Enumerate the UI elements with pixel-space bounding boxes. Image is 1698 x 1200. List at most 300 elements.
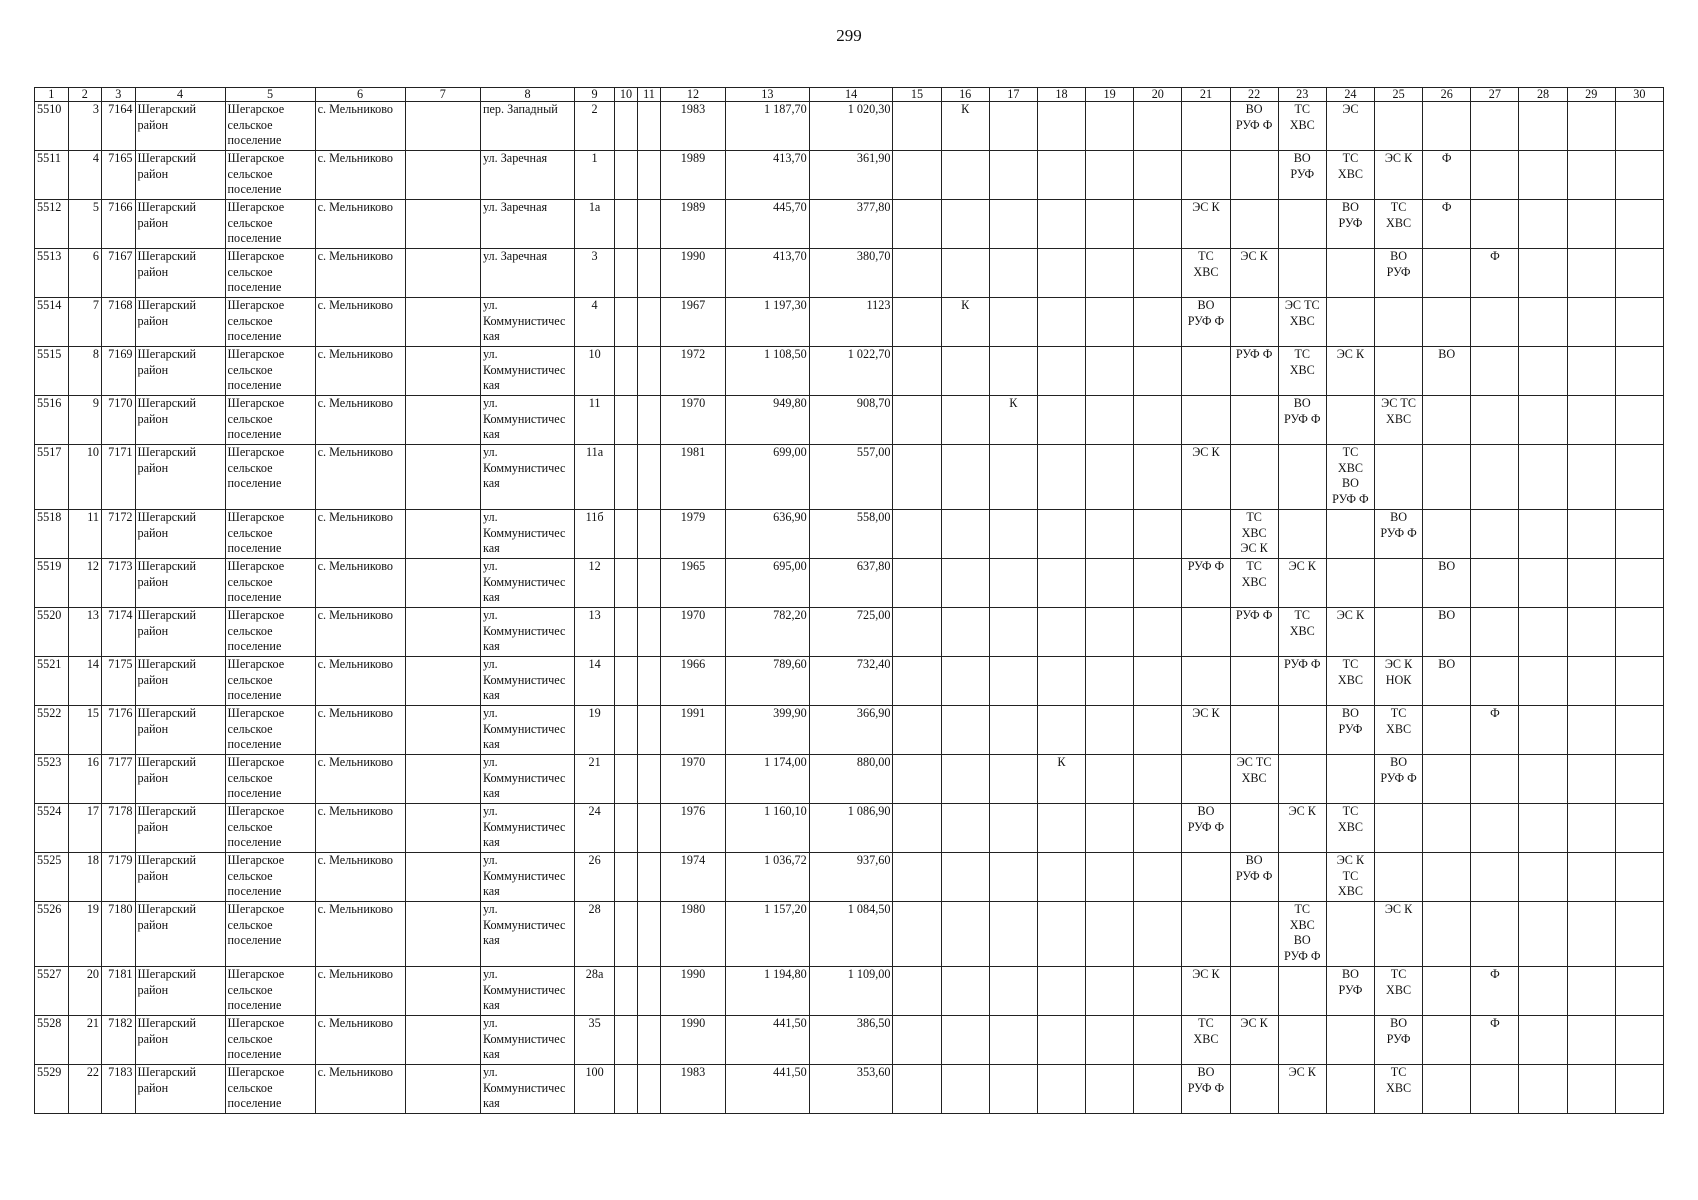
- table-cell: 4: [68, 151, 102, 200]
- table-cell: 1983: [661, 102, 726, 151]
- table-cell: [1519, 1016, 1567, 1065]
- table-cell: 5511: [35, 151, 69, 200]
- table-cell: [638, 657, 661, 706]
- table-cell: 7170: [102, 396, 136, 445]
- table-cell: Ф: [1471, 706, 1519, 755]
- table-cell: 1 109,00: [809, 967, 893, 1016]
- table-cell: 1 084,50: [809, 902, 893, 967]
- table-cell: [405, 967, 480, 1016]
- table-cell: Шегарский район: [135, 706, 225, 755]
- table-row: [35, 608, 1664, 657]
- table-cell: ул. Коммунистичес кая: [480, 853, 574, 902]
- table-cell: [1134, 298, 1182, 347]
- table-cell: ТС ХВС: [1326, 804, 1374, 853]
- table-cell: [1519, 298, 1567, 347]
- table-cell: [1471, 1065, 1519, 1114]
- table-cell: 949,80: [725, 396, 809, 445]
- table-cell: [1134, 102, 1182, 151]
- table-cell: Шегарское сельское поселение: [225, 396, 315, 445]
- table-cell: с. Мельниково: [315, 151, 405, 200]
- column-header: 7: [405, 88, 480, 102]
- column-header: 6: [315, 88, 405, 102]
- table-cell: Шегарское сельское поселение: [225, 967, 315, 1016]
- table-cell: [614, 967, 637, 1016]
- table-cell: [1134, 396, 1182, 445]
- column-header: 12: [661, 88, 726, 102]
- table-cell: [989, 755, 1037, 804]
- table-row: [35, 1065, 1664, 1114]
- table-cell: 1970: [661, 396, 726, 445]
- table-cell: ул. Коммунистичес кая: [480, 657, 574, 706]
- table-cell: [614, 298, 637, 347]
- table-cell: ЭС К: [1230, 1016, 1278, 1065]
- table-cell: ВО РУФ: [1326, 200, 1374, 249]
- table-cell: [1134, 608, 1182, 657]
- table-cell: [1615, 902, 1663, 967]
- table-cell: [614, 249, 637, 298]
- table-cell: ТС ХВС: [1375, 967, 1423, 1016]
- table-cell: [893, 102, 941, 151]
- table-cell: [638, 151, 661, 200]
- table-cell: [893, 396, 941, 445]
- table-cell: [1182, 510, 1230, 559]
- table-cell: [614, 804, 637, 853]
- table-cell: 5520: [35, 608, 69, 657]
- table-cell: 5527: [35, 967, 69, 1016]
- table-cell: [1086, 445, 1134, 510]
- table-cell: [1230, 657, 1278, 706]
- table-cell: [1423, 706, 1471, 755]
- table-cell: [1134, 347, 1182, 396]
- table-cell: Шегарское сельское поселение: [225, 347, 315, 396]
- table-cell: 19: [68, 902, 102, 967]
- table-row: [35, 445, 1664, 510]
- table-cell: 8: [68, 347, 102, 396]
- table-cell: [638, 1065, 661, 1114]
- table-cell: 557,00: [809, 445, 893, 510]
- table-cell: 24: [575, 804, 615, 853]
- table-cell: [1519, 445, 1567, 510]
- table-cell: 7164: [102, 102, 136, 151]
- table-cell: ул. Коммунистичес кая: [480, 608, 574, 657]
- table-cell: 782,20: [725, 608, 809, 657]
- table-cell: [989, 347, 1037, 396]
- table-cell: [1230, 200, 1278, 249]
- table-cell: 699,00: [725, 445, 809, 510]
- table-cell: [893, 510, 941, 559]
- column-header: 4: [135, 88, 225, 102]
- table-cell: 1970: [661, 608, 726, 657]
- table-cell: [989, 967, 1037, 1016]
- table-cell: 1990: [661, 1016, 726, 1065]
- table-cell: 21: [575, 755, 615, 804]
- table-cell: [1086, 755, 1134, 804]
- table-cell: [1615, 396, 1663, 445]
- table-cell: [1471, 559, 1519, 608]
- table-row: [35, 1016, 1664, 1065]
- table-cell: 12: [68, 559, 102, 608]
- table-cell: [1326, 559, 1374, 608]
- table-cell: [1567, 396, 1615, 445]
- table-cell: [1037, 298, 1085, 347]
- table-cell: РУФ Ф: [1230, 608, 1278, 657]
- table-cell: ЭС К: [1182, 445, 1230, 510]
- table-cell: [638, 853, 661, 902]
- table-cell: [638, 298, 661, 347]
- table-cell: [1519, 200, 1567, 249]
- table-cell: [614, 445, 637, 510]
- table-cell: [1615, 151, 1663, 200]
- table-cell: 1967: [661, 298, 726, 347]
- table-cell: [1519, 559, 1567, 608]
- table-cell: [1615, 102, 1663, 151]
- table-cell: [614, 755, 637, 804]
- table-cell: [1326, 249, 1374, 298]
- table-cell: 13: [575, 608, 615, 657]
- table-cell: ВО РУФ: [1375, 1016, 1423, 1065]
- table-cell: ЭС К: [1326, 608, 1374, 657]
- table-cell: ул. Коммунистичес кая: [480, 347, 574, 396]
- table-cell: Шегарский район: [135, 657, 225, 706]
- table-cell: Шегарское сельское поселение: [225, 1016, 315, 1065]
- table-cell: [941, 706, 989, 755]
- table-cell: Ф: [1471, 1016, 1519, 1065]
- table-cell: с. Мельниково: [315, 347, 405, 396]
- column-header: 18: [1037, 88, 1085, 102]
- table-cell: [1230, 706, 1278, 755]
- table-cell: [1182, 853, 1230, 902]
- table-cell: К: [941, 298, 989, 347]
- table-cell: ЭС К: [1326, 347, 1374, 396]
- table-cell: ВО РУФ Ф: [1375, 755, 1423, 804]
- table-cell: с. Мельниково: [315, 298, 405, 347]
- table-cell: [1134, 755, 1182, 804]
- table-cell: ул. Коммунистичес кая: [480, 510, 574, 559]
- table-cell: 1123: [809, 298, 893, 347]
- table-cell: с. Мельниково: [315, 1016, 405, 1065]
- table-cell: [1423, 967, 1471, 1016]
- table-cell: [614, 151, 637, 200]
- table-cell: ТС ХВС: [1230, 559, 1278, 608]
- table-cell: 5513: [35, 249, 69, 298]
- table-cell: Шегарское сельское поселение: [225, 151, 315, 200]
- table-cell: К: [941, 102, 989, 151]
- table-cell: [989, 657, 1037, 706]
- table-cell: ТС ХВС ЭС К: [1230, 510, 1278, 559]
- table-cell: [1230, 445, 1278, 510]
- column-header: 23: [1278, 88, 1326, 102]
- column-header: 30: [1615, 88, 1663, 102]
- table-cell: [1086, 967, 1134, 1016]
- table-cell: [405, 706, 480, 755]
- table-cell: ул. Коммунистичес кая: [480, 967, 574, 1016]
- table-cell: [1423, 249, 1471, 298]
- table-cell: [1086, 902, 1134, 967]
- table-cell: Ф: [1423, 200, 1471, 249]
- table-cell: 1980: [661, 902, 726, 967]
- table-cell: [1134, 510, 1182, 559]
- table-cell: [1086, 396, 1134, 445]
- table-cell: с. Мельниково: [315, 1065, 405, 1114]
- table-cell: 7183: [102, 1065, 136, 1114]
- table-cell: [1182, 755, 1230, 804]
- table-cell: [893, 902, 941, 967]
- table-cell: 3: [575, 249, 615, 298]
- table-cell: [405, 445, 480, 510]
- table-cell: [1519, 706, 1567, 755]
- table-cell: [1375, 445, 1423, 510]
- table-cell: ВО РУФ Ф: [1182, 804, 1230, 853]
- table-cell: [405, 510, 480, 559]
- table-cell: 28а: [575, 967, 615, 1016]
- table-cell: 908,70: [809, 396, 893, 445]
- table-cell: [1037, 657, 1085, 706]
- table-cell: [1471, 755, 1519, 804]
- table-cell: [941, 967, 989, 1016]
- table-cell: Шегарский район: [135, 445, 225, 510]
- table-cell: Шегарский район: [135, 510, 225, 559]
- table-cell: 5518: [35, 510, 69, 559]
- table-cell: 7168: [102, 298, 136, 347]
- table-cell: [893, 249, 941, 298]
- table-row: [35, 396, 1664, 445]
- table-row: [35, 249, 1664, 298]
- table-cell: с. Мельниково: [315, 608, 405, 657]
- table-cell: 1983: [661, 1065, 726, 1114]
- table-cell: пер. Западный: [480, 102, 574, 151]
- table-cell: ТС ХВС: [1375, 706, 1423, 755]
- table-cell: РУФ Ф: [1182, 559, 1230, 608]
- table-cell: 5523: [35, 755, 69, 804]
- table-cell: Шегарский район: [135, 1065, 225, 1114]
- table-cell: ТС ХВС: [1375, 1065, 1423, 1114]
- table-cell: [989, 608, 1037, 657]
- table-cell: [1278, 1016, 1326, 1065]
- table-cell: [1134, 804, 1182, 853]
- table-cell: [405, 396, 480, 445]
- table-cell: [989, 1065, 1037, 1114]
- table-cell: ЭС К: [1182, 967, 1230, 1016]
- table-cell: [1615, 200, 1663, 249]
- table-cell: ТС ХВС: [1182, 1016, 1230, 1065]
- table-cell: 1 194,80: [725, 967, 809, 1016]
- table-cell: 7174: [102, 608, 136, 657]
- table-cell: 19: [575, 706, 615, 755]
- column-header: 29: [1567, 88, 1615, 102]
- table-cell: [1326, 1016, 1374, 1065]
- table-cell: [1423, 102, 1471, 151]
- table-cell: [1423, 1065, 1471, 1114]
- table-cell: [1230, 804, 1278, 853]
- table-cell: [893, 1016, 941, 1065]
- table-cell: [1086, 1016, 1134, 1065]
- table-cell: [1278, 706, 1326, 755]
- table-cell: [1519, 608, 1567, 657]
- column-header: 26: [1423, 88, 1471, 102]
- table-cell: [1182, 396, 1230, 445]
- table-cell: [1278, 510, 1326, 559]
- table-cell: [1519, 967, 1567, 1016]
- table-cell: ул. Коммунистичес кая: [480, 445, 574, 510]
- table-cell: [614, 200, 637, 249]
- table-cell: 5526: [35, 902, 69, 967]
- table-cell: [1615, 249, 1663, 298]
- table-cell: [1615, 445, 1663, 510]
- table-cell: Шегарский район: [135, 347, 225, 396]
- table-cell: [989, 102, 1037, 151]
- table-cell: 5524: [35, 804, 69, 853]
- table-cell: ул. Заречная: [480, 200, 574, 249]
- table-cell: 7182: [102, 1016, 136, 1065]
- table-cell: [1567, 102, 1615, 151]
- column-header: 25: [1375, 88, 1423, 102]
- table-cell: ул. Коммунистичес кая: [480, 1016, 574, 1065]
- table-cell: 7177: [102, 755, 136, 804]
- table-cell: [1037, 967, 1085, 1016]
- table-cell: [1086, 1065, 1134, 1114]
- table-cell: Шегарский район: [135, 608, 225, 657]
- table-cell: 725,00: [809, 608, 893, 657]
- table-cell: [405, 559, 480, 608]
- table-cell: [1086, 102, 1134, 151]
- table-cell: 1974: [661, 853, 726, 902]
- table-cell: [1567, 853, 1615, 902]
- table-cell: [405, 902, 480, 967]
- table-cell: [1519, 804, 1567, 853]
- table-cell: ВО РУФ Ф: [1182, 1065, 1230, 1114]
- table-cell: [1519, 902, 1567, 967]
- table-cell: [1567, 249, 1615, 298]
- table-cell: [1375, 608, 1423, 657]
- table-cell: [941, 1065, 989, 1114]
- table-cell: [1471, 608, 1519, 657]
- table-cell: 7165: [102, 151, 136, 200]
- table-cell: Шегарский район: [135, 249, 225, 298]
- table-cell: [1134, 1016, 1182, 1065]
- table-cell: 5528: [35, 1016, 69, 1065]
- table-cell: Шегарское сельское поселение: [225, 804, 315, 853]
- table-cell: [1278, 967, 1326, 1016]
- table-cell: [1375, 853, 1423, 902]
- table-row: [35, 706, 1664, 755]
- table-cell: [1567, 1016, 1615, 1065]
- table-cell: [1037, 853, 1085, 902]
- table-cell: ЭС К: [1375, 902, 1423, 967]
- table-cell: 732,40: [809, 657, 893, 706]
- table-cell: [1182, 608, 1230, 657]
- table-cell: 11: [575, 396, 615, 445]
- table-cell: [1230, 151, 1278, 200]
- table-cell: [989, 445, 1037, 510]
- table-cell: 22: [68, 1065, 102, 1114]
- table-cell: с. Мельниково: [315, 200, 405, 249]
- table-cell: с. Мельниково: [315, 706, 405, 755]
- table-cell: [638, 510, 661, 559]
- table-cell: РУФ Ф: [1278, 657, 1326, 706]
- table-cell: 7173: [102, 559, 136, 608]
- table-cell: К: [989, 396, 1037, 445]
- table-cell: 1966: [661, 657, 726, 706]
- table-cell: 10: [575, 347, 615, 396]
- table-cell: [638, 102, 661, 151]
- table-cell: [614, 559, 637, 608]
- table-cell: 5529: [35, 1065, 69, 1114]
- table-cell: 366,90: [809, 706, 893, 755]
- table-cell: 1 086,90: [809, 804, 893, 853]
- table-row: [35, 298, 1664, 347]
- table-cell: [989, 151, 1037, 200]
- table-cell: 17: [68, 804, 102, 853]
- column-header: 17: [989, 88, 1037, 102]
- table-cell: [1134, 853, 1182, 902]
- table-cell: [893, 804, 941, 853]
- table-cell: Шегарский район: [135, 102, 225, 151]
- table-cell: [1326, 298, 1374, 347]
- table-cell: [1375, 559, 1423, 608]
- table-cell: 937,60: [809, 853, 893, 902]
- table-cell: [1423, 853, 1471, 902]
- table-cell: [405, 102, 480, 151]
- table-cell: 695,00: [725, 559, 809, 608]
- table-cell: [1567, 510, 1615, 559]
- table-cell: 558,00: [809, 510, 893, 559]
- table-cell: [614, 657, 637, 706]
- table-cell: 11: [68, 510, 102, 559]
- table-cell: 12: [575, 559, 615, 608]
- table-cell: [989, 559, 1037, 608]
- table-cell: с. Мельниково: [315, 755, 405, 804]
- page-number: 299: [836, 26, 862, 45]
- table-cell: [1086, 200, 1134, 249]
- table-cell: [1519, 510, 1567, 559]
- table-cell: 5515: [35, 347, 69, 396]
- table-cell: 16: [68, 755, 102, 804]
- table-cell: [1615, 755, 1663, 804]
- table-cell: [1423, 396, 1471, 445]
- table-cell: [1567, 902, 1615, 967]
- table-cell: [1086, 853, 1134, 902]
- table-cell: 21: [68, 1016, 102, 1065]
- table-cell: с. Мельниково: [315, 902, 405, 967]
- table-cell: [1615, 706, 1663, 755]
- table-row: [35, 102, 1664, 151]
- column-header: 21: [1182, 88, 1230, 102]
- table-cell: ВО РУФ: [1326, 967, 1374, 1016]
- table-cell: [1037, 804, 1085, 853]
- table-cell: ВО: [1423, 347, 1471, 396]
- table-cell: 11б: [575, 510, 615, 559]
- table-cell: [1278, 755, 1326, 804]
- table-cell: 1 108,50: [725, 347, 809, 396]
- table-cell: [638, 445, 661, 510]
- table-cell: [941, 396, 989, 445]
- table-cell: [989, 249, 1037, 298]
- table-cell: 4: [575, 298, 615, 347]
- table-cell: 7172: [102, 510, 136, 559]
- table-cell: [1278, 200, 1326, 249]
- table-cell: [1471, 804, 1519, 853]
- table-cell: [638, 902, 661, 967]
- table-cell: [1086, 249, 1134, 298]
- table-cell: ул. Коммунистичес кая: [480, 755, 574, 804]
- table-cell: [405, 755, 480, 804]
- table-cell: [405, 853, 480, 902]
- table-row: [35, 902, 1664, 967]
- table-cell: [1134, 249, 1182, 298]
- table-cell: 1990: [661, 967, 726, 1016]
- table-cell: Шегарский район: [135, 804, 225, 853]
- table-row: [35, 559, 1664, 608]
